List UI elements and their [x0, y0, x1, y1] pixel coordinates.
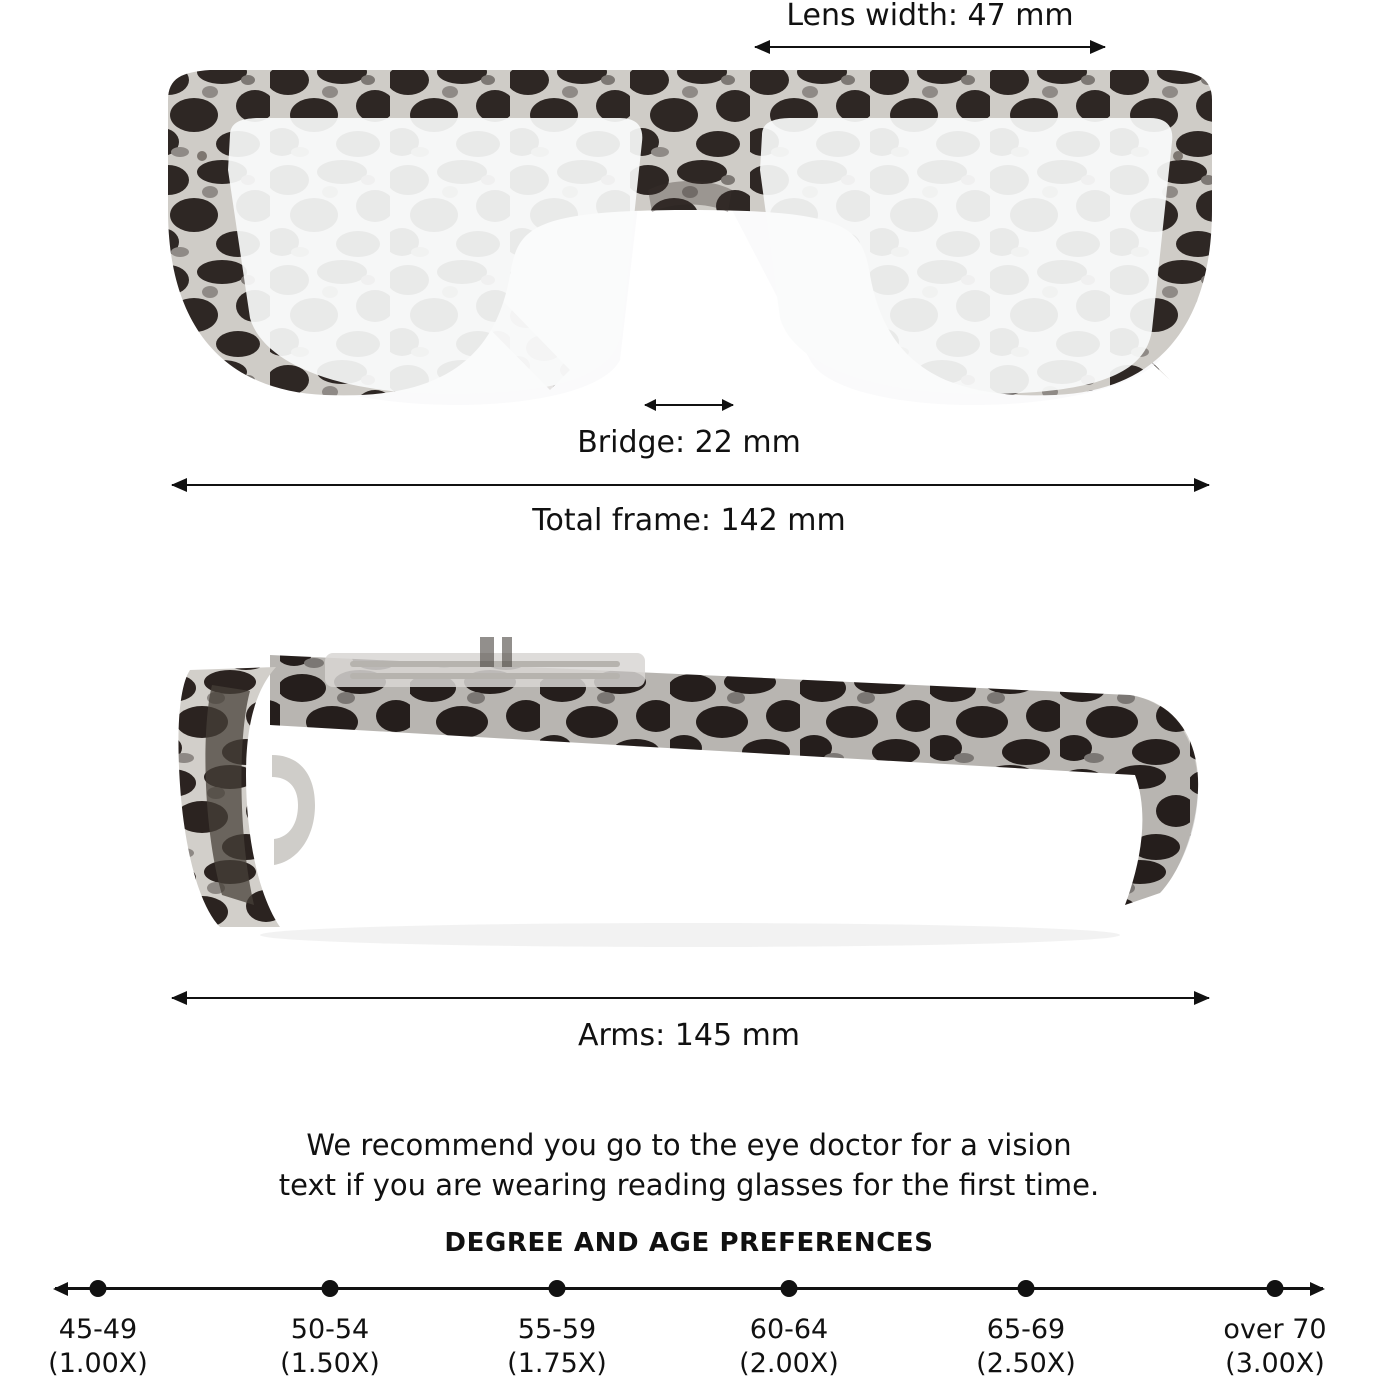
scale-age-4: 60-64: [749, 1314, 829, 1345]
scale-power-4: (2.00X): [739, 1348, 839, 1379]
degree-scale-axis: [55, 1287, 1323, 1290]
recommendation-text: [0, 1125, 1378, 1205]
degree-age-preferences-title: DEGREE AND AGE PREFERENCES: [444, 1228, 934, 1258]
scale-power-3: (1.75X): [507, 1348, 607, 1379]
scale-dot-1: [90, 1280, 107, 1297]
scale-power-5: (2.50X): [976, 1348, 1076, 1379]
glasses-front-view: [150, 60, 1230, 430]
arms-label: Arms: 145 mm: [577, 1018, 801, 1053]
bridge-arrow: [645, 404, 733, 406]
scale-age-5: 65-69: [986, 1314, 1066, 1345]
arms-arrow: [172, 997, 1209, 999]
scale-tick-6: [1223, 1313, 1326, 1381]
recommendation-line-2: text if you are wearing reading glasses for the first time.: [278, 1168, 1100, 1202]
scale-tick-2: [280, 1313, 380, 1381]
lens-width-label: Lens width: 47 mm: [786, 0, 1074, 33]
scale-tick-5: [976, 1313, 1076, 1381]
scale-dot-4: [781, 1280, 798, 1297]
scale-power-6: (3.00X): [1225, 1348, 1325, 1379]
recommendation-line-1: We recommend you go to the eye doctor for a vision: [306, 1128, 1072, 1162]
scale-dot-2: [322, 1280, 339, 1297]
glasses-side-view: [150, 575, 1230, 955]
scale-age-6: over 70: [1223, 1314, 1327, 1345]
scale-age-3: 55-59: [517, 1314, 597, 1345]
scale-power-2: (1.50X): [280, 1348, 380, 1379]
glasses-side-svg: [150, 575, 1230, 955]
scale-tick-3: [507, 1313, 607, 1381]
total-frame-arrow: [172, 484, 1209, 486]
scale-age-1: 45-49: [58, 1314, 138, 1345]
total-frame-label: Total frame: 142 mm: [532, 503, 846, 538]
lens-width-arrow: [755, 46, 1105, 48]
scale-tick-4: [739, 1313, 839, 1381]
bridge-label: Bridge: 22 mm: [577, 425, 801, 460]
scale-dot-6: [1267, 1280, 1284, 1297]
scale-tick-1: [48, 1313, 148, 1381]
scale-dot-5: [1018, 1280, 1035, 1297]
scale-age-2: 50-54: [290, 1314, 370, 1345]
scale-dot-3: [549, 1280, 566, 1297]
scale-power-1: (1.00X): [48, 1348, 148, 1379]
glasses-front-svg: [150, 60, 1230, 430]
